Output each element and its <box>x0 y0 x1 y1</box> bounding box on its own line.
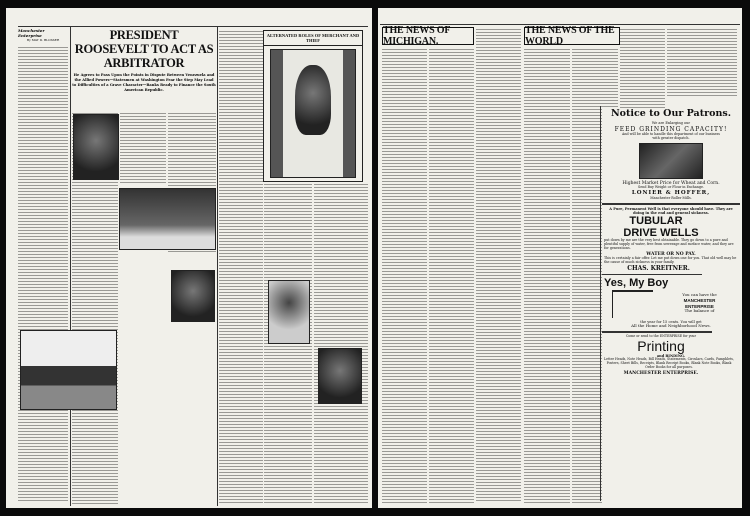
masthead-title: Manchester Enterprise <box>18 28 45 38</box>
wells-intro: A Pure, Permanent Well is that everyone should have. They are doing in the end and general sickness. <box>609 206 733 215</box>
michigan-section-header: THE NEWS OF MICHIGAN. <box>382 27 474 45</box>
harbor-illustration <box>119 188 216 250</box>
wells-title: TUBULAR <box>629 214 683 227</box>
printing-intro: Come or send to the ENTERPRISE for your <box>625 333 697 338</box>
notice-firm: LONIER & HOFFER, <box>631 190 711 197</box>
subscription-line: The balance of <box>684 307 715 313</box>
subscription-body <box>602 290 740 318</box>
wells-advertiser: CHAS. KREITNER. <box>627 265 690 273</box>
boy-carrying-paper-illustration <box>612 290 653 318</box>
printing-title: Printing <box>637 337 685 354</box>
merchant-face <box>295 65 331 135</box>
wells-body: This is certainly a fair offer. Let me put down one for you. That old well may be the cause of much sickness in your family. <box>604 256 737 265</box>
subscription-paper: ENTERPRISE <box>685 303 714 309</box>
printing-footer: MANCHESTER ENTERPRISE. <box>623 370 699 376</box>
main-headline: PRESIDENT ROOSEVELT TO ACT AS ARBITRATOR <box>74 28 214 70</box>
masthead <box>18 28 68 42</box>
feature-box <box>263 30 363 182</box>
mill-illustration <box>639 143 703 179</box>
advertisement-column <box>602 108 740 506</box>
notice-title: Notice to Our Patrons. <box>610 108 732 119</box>
main-subhead: He Agrees to Pass Upon the Points in Dispute Between Venezuela and the Allied Powers—Statesmen at Washington Fear the Step May Lead to Difficulties of a Grave Character—Banks Ready to Finance the South American Republic. <box>72 73 216 92</box>
subscription-paper: MANCHESTER <box>683 298 716 304</box>
printing-body: Letter Heads, Note Heads, Bill Heads, Statements, Circulars, Cards, Pamphlets, Posters, Sheet Bills, Receipts, Blank Receipt Books, Blank Note Books, Blank Order Books for all purposes. <box>604 357 734 369</box>
notice-line: We are Enlarging our <box>651 121 691 126</box>
masthead-byline: By MAT D. BLOSSER <box>26 38 60 42</box>
minister-portrait <box>171 270 215 322</box>
woman-portrait <box>268 280 310 344</box>
subscription-line: You can have the <box>682 292 717 298</box>
left-newspaper-page <box>6 8 372 508</box>
man-portrait <box>318 348 362 404</box>
notice-price: Highest Market Price for Wheat and Corn. <box>622 180 720 186</box>
notice-mill: Manchester Roller Mills. <box>650 195 692 200</box>
notice-headline: FEED GRINDING CAPACITY! <box>614 125 728 133</box>
notice-line: Send Buy Weight or Flour in Exchange. <box>637 185 705 190</box>
ship-illustration <box>20 330 117 410</box>
printing-subtitle: and BINDING. <box>656 353 686 358</box>
wells-title: DRIVE WELLS <box>623 227 699 240</box>
captain-portrait <box>73 114 119 180</box>
feature-title: ALTERNATED ROLES OF MERCHANT AND THIEF <box>264 31 362 46</box>
wells-slogan: WATER OR NO PAY. <box>646 251 696 257</box>
subscription-title: Yes, My Boy <box>604 277 669 290</box>
right-newspaper-page <box>378 8 742 508</box>
wells-body: put down by me are the very best obtainable. They go down to a pure and plentiful supply of water, free from sewerage and surface water, and they are for generations. <box>604 238 734 251</box>
notice-line: And will be able to handle this department of our business with greater dispatch. <box>622 131 720 140</box>
headline-block <box>72 28 216 93</box>
world-section-header: THE NEWS OF THE WORLD <box>524 27 620 45</box>
merchant-portrait-illustration <box>270 49 356 178</box>
subscription-line: the year for 15 cents. You will get <box>640 319 702 324</box>
subscription-line: All the Home and Neighborhood News. <box>631 322 711 328</box>
